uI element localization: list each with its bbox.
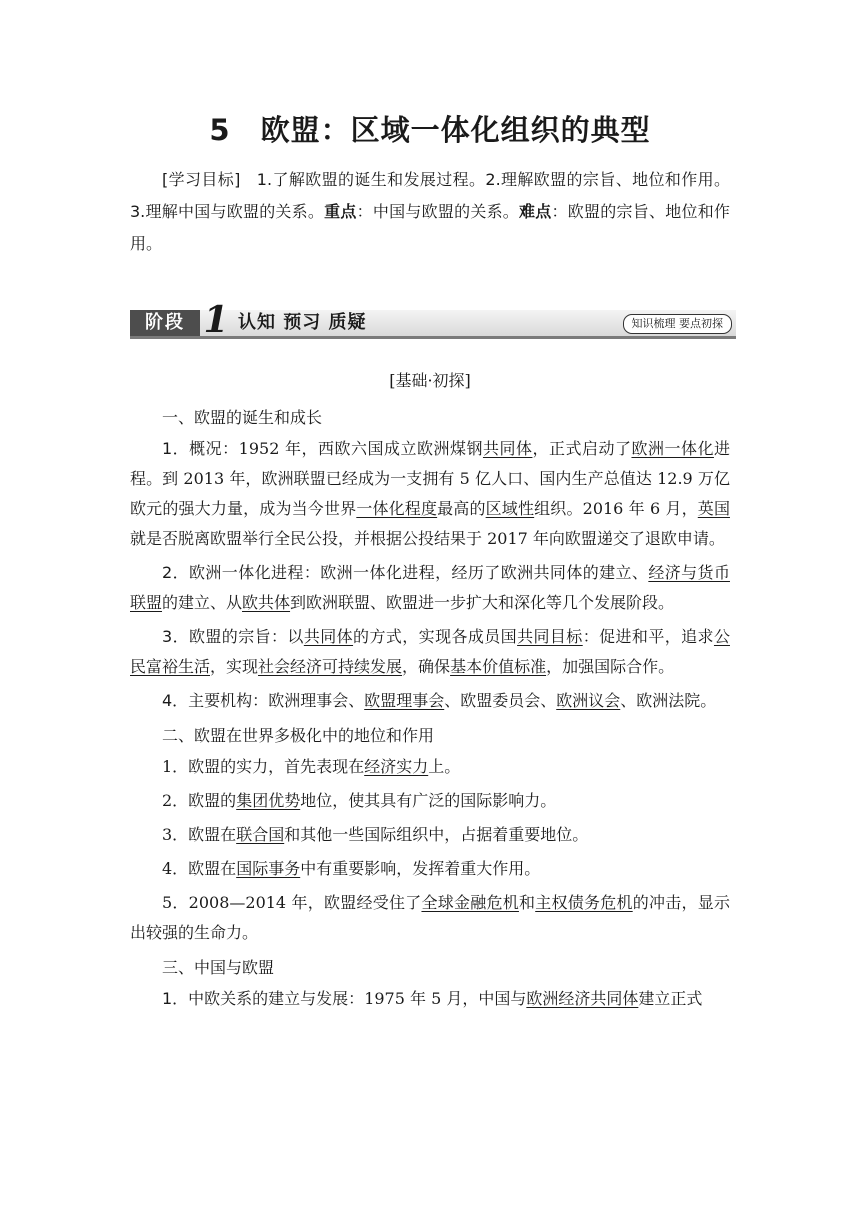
text: 5．2008—2014 年，欧盟经受住了	[162, 893, 422, 912]
objectives-goals: 1.了解欧盟的诞生和发展过程。2.理解欧盟的宗旨、地位和作用。3.理解中国与欧盟的关系。	[130, 170, 730, 221]
paragraph-lead: 1．中欧关系的建立与发展：	[162, 989, 365, 1008]
key-term: 共同目标	[517, 627, 583, 646]
stage-number: 1	[203, 299, 229, 341]
text: 和其他一些国际组织中，占据着重要地位。	[284, 825, 589, 844]
text: 1975 年 5 月，中国与	[364, 989, 527, 1008]
text: 欧洲一体化进程，经历了欧洲共同体的建立、	[320, 563, 649, 582]
text: ，加强国际合作。	[546, 657, 675, 676]
paragraph-institutions	[130, 686, 730, 716]
text: 4．欧盟在	[162, 859, 237, 878]
section-subtitle: [基础·初探]	[389, 371, 471, 390]
paragraph-lead: 4．主要机构：	[162, 691, 269, 710]
key-term: 社会经济可持续发展	[258, 657, 403, 676]
text: 组织。2016 年 6 月，	[534, 499, 698, 518]
text: 3．欧盟在	[162, 825, 237, 844]
lesson-title: 欧盟：区域一体化组织的典型	[260, 113, 651, 147]
text: 上。	[428, 757, 461, 776]
lesson-number: 5	[209, 113, 231, 147]
paragraph-china-eu	[130, 984, 730, 1014]
key-term: 欧洲经济共同体	[526, 989, 639, 1008]
paragraph-international-affairs	[130, 854, 730, 884]
key-term: 区域性	[485, 499, 535, 518]
paragraph-lead: 3．欧盟的宗旨：	[162, 627, 288, 646]
text: 建立正式	[638, 989, 703, 1008]
text: 到欧洲联盟、欧盟进一步扩大和深化等几个发展阶段。	[290, 593, 675, 612]
text: 进程。到 2013 年，欧洲联盟已经成为一支拥有 5 亿人口、国内生产总值达 12.9 万亿欧元的强大力量，成为当今世界	[130, 439, 730, 518]
text: 最高的	[437, 499, 486, 518]
text: 和	[518, 893, 536, 912]
text: 就是否脱离欧盟举行全民公投，并根据公投结果于 2017 年向欧盟递交了退欧申请。	[130, 529, 725, 548]
stage-phase-title: 认知 预习 质疑	[238, 312, 367, 333]
key-term: 欧共体	[242, 593, 291, 612]
key-term: 公民富裕生活	[130, 627, 730, 676]
section-heading-3: 三、中国与欧盟	[162, 958, 275, 977]
text: 的冲击，显示出较强的生命力。	[130, 893, 730, 942]
key-term: 共同体	[482, 439, 533, 458]
text: 欧洲理事会、	[268, 691, 365, 710]
paragraph-lead: 2．欧洲一体化进程：	[162, 563, 321, 582]
text: 1952 年，西欧六国成立欧洲煤钢	[238, 439, 483, 458]
paragraph-purpose	[130, 622, 730, 682]
paragraph-bloc-advantage	[130, 786, 730, 816]
paragraph-strength	[130, 752, 730, 782]
key-term: 共同体	[303, 627, 354, 646]
section-heading-1: 一、欧盟的诞生和成长	[162, 408, 323, 427]
key-term: 集团优势	[236, 791, 301, 810]
key-term: 国际事务	[236, 859, 301, 878]
difficulty-text: ：欧盟的宗旨、地位和作用。	[130, 202, 730, 253]
key-term: 欧洲一体化	[631, 439, 714, 458]
key-term: 一体化程度	[356, 499, 438, 518]
text: ，实现	[210, 657, 259, 676]
key-term: 全球金融危机	[421, 893, 519, 912]
main-content	[130, 368, 730, 1018]
text: ：促进和平，追求	[582, 627, 714, 646]
difficulty-label: 难点	[519, 202, 552, 221]
text: 以	[287, 627, 304, 646]
section-heading-2: 二、欧盟在世界多极化中的地位和作用	[162, 726, 435, 745]
key-term: 基本价值标准	[450, 657, 547, 676]
key-term: 主权债务危机	[535, 893, 633, 912]
text: ，确保	[402, 657, 451, 676]
key-term: 经济与货币联盟	[130, 563, 730, 612]
text: 、欧盟委员会、	[444, 691, 557, 710]
text: 中有重要影响，发挥着重大作用。	[300, 859, 541, 878]
paragraph-lead: 1．概况：	[162, 439, 239, 458]
text: 地位，使其具有广泛的国际影响力。	[300, 791, 557, 810]
key-term: 英国	[697, 499, 730, 518]
learning-objectives	[130, 164, 730, 260]
key-point-text: ：中国与欧盟的关系。	[356, 202, 520, 221]
key-term: 经济实力	[364, 757, 429, 776]
text: 的建立、从	[162, 593, 243, 612]
key-term: 联合国	[236, 825, 285, 844]
text: 的方式，实现各成员国	[353, 627, 518, 646]
stage-banner	[130, 299, 736, 341]
text: ，正式启动了	[532, 439, 632, 458]
key-point-label: 重点	[324, 202, 357, 221]
objectives-label: [学习目标]	[162, 170, 241, 189]
page-title	[0, 108, 860, 149]
paragraph-overview	[130, 434, 730, 554]
objectives-paragraph	[130, 164, 730, 260]
text: 2．欧盟的	[162, 791, 237, 810]
key-term: 欧盟理事会	[364, 691, 445, 710]
stage-tag: 知识梳理 要点初探	[623, 314, 733, 334]
paragraph-crisis	[130, 888, 730, 948]
text: 、欧洲法院。	[620, 691, 717, 710]
stage-label: 阶段	[130, 310, 200, 336]
text: 1．欧盟的实力，首先表现在	[162, 757, 365, 776]
paragraph-un-position	[130, 820, 730, 850]
paragraph-integration-process	[130, 558, 730, 618]
key-term: 欧洲议会	[556, 691, 621, 710]
